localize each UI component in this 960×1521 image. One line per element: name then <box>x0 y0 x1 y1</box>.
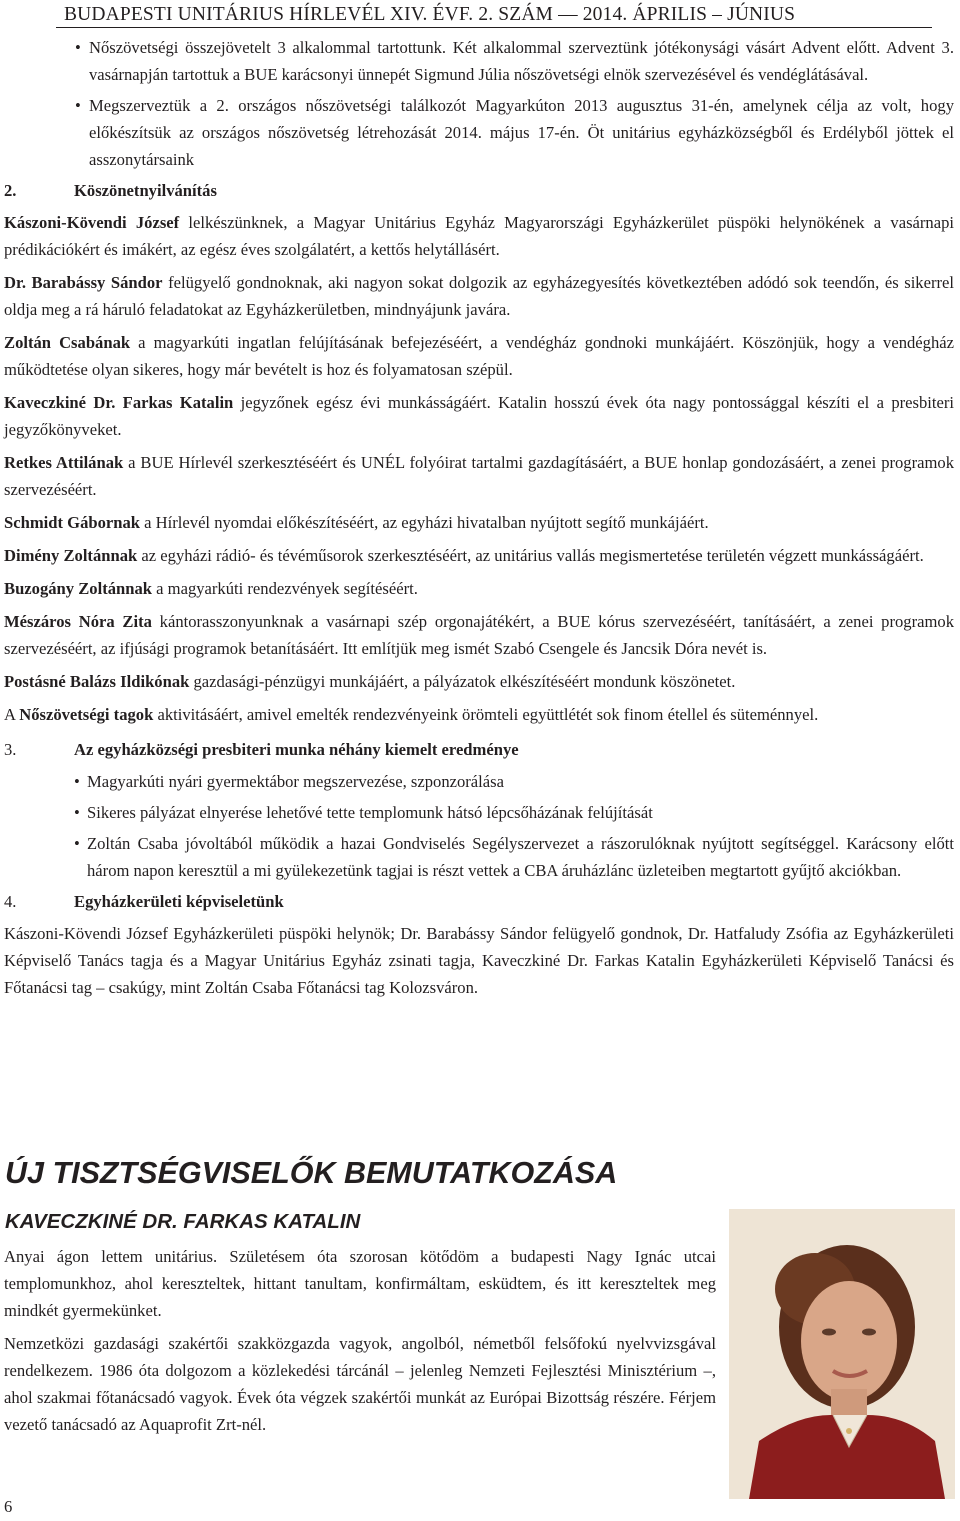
header-rule <box>56 27 932 28</box>
person-name: Mészáros Nóra Zita <box>4 612 152 631</box>
page-number: 6 <box>4 1497 13 1516</box>
section-heading-2: 2. Köszönetnyilvánítás <box>4 181 217 200</box>
section-heading-3: 3. Az egyházközségi presbiteri munka néhány kiemelt eredménye <box>4 740 519 759</box>
portrait-photo <box>729 1209 955 1499</box>
person-name: Retkes Attilának <box>4 453 124 472</box>
person-name: Dr. Barabássy Sándor <box>4 273 163 292</box>
representation-paragraph: Kászoni-Kövendi József Egyházkerületi püspöki helynök; Dr. Barabássy Sándor felügyelő gondnok, Dr. Hatfaludy Zsófia az Egyházkerületi Képviselő Tanács tagja és a Magyar Unitárius Egyház zsinati tagja, Kaveczkiné Dr. Farkas Katalin Egyházkerületi Képviselő Tanácsi és Főtanácsi tag – csakúgy, mint Zoltán Csaba Főtanácsi tag Kolozsváron. <box>4 924 954 997</box>
thanks-paragraph: Retkes Attilának a BUE Hírlevél szerkesztéséért és UNÉL folyóirat tartalmi gazdagításáért, a BUE honlap gondozásáért, a zenei programok szervezéséért. <box>4 453 954 499</box>
person-name: Kászoni-Kövendi József <box>4 213 180 232</box>
thanks-paragraph: Kaveczkiné Dr. Farkas Katalin jegyzőnek egész évi munkásságáért. Katalin hosszú évek óta nagy pontossággal készíti el a presbiteri jegyzőkönyveket. <box>4 393 954 439</box>
thanks-paragraph: Schmidt Gábornak a Hírlevél nyomdai előkészítéséért, az egyházi hivatalban nyújtott segítő munkájáért. <box>4 513 709 532</box>
thanks-paragraph: Postásné Balázs Ildikónak gazdasági-pénzügyi munkájáért, a pályázatok elkészítéséért mondunk köszönetet. <box>4 672 736 691</box>
bio-paragraph: Anyai ágon lettem unitárius. Születésem óta szorosan kötődöm a budapesti Nagy Ignác utcai templomunkhoz, ahol kereszteltek, hittant tanultam, konfirmáltam, esküdtem, és itt kereszteltek meg mindkét gyermekünket. <box>4 1247 716 1320</box>
thanks-paragraph: Dr. Barabássy Sándor felügyelő gondnoknak, aki nagyon sokat dolgozik az egyházegyesítés következtében adódó sok teendőn, és sikerrel oldja meg a rá háruló feladatokat az Egyházkerületben, mindnyájunk javára. <box>4 273 954 319</box>
thanks-paragraph: A Nőszövetségi tagok aktivitásáért, amivel emelték rendezvényeink örömteli együttlétét sok finom étellel és süteménnyel. <box>4 705 819 724</box>
person-name: Buzogány Zoltánnak <box>4 579 153 598</box>
bullet-icon: • <box>75 96 81 115</box>
thanks-paragraph: Kászoni-Kövendi József lelkészünknek, a Magyar Unitárius Egyház Magyarországi Egyházkerület püspöki helynökének a vasárnapi prédikációkért és imákért, az egész éves szolgálatért, a kettős helytállásért. <box>4 213 954 259</box>
thanks-paragraph: Buzogány Zoltánnak a magyarkúti rendezvények segítéséért. <box>4 579 418 598</box>
bullet-item: • Magyarkúti nyári gyermektábor megszervezése, szponzorálása <box>4 768 954 795</box>
thanks-paragraph: Zoltán Csabának a magyarkúti ingatlan felújításának befejezéséért, a vendégház gondnoki munkájáért. Köszönjük, hogy a vendégház működtetése olyan sikeres, hogy már bevételt is hoz és folyamatosan szépül. <box>4 333 954 379</box>
running-header: BUDAPESTI UNITÁRIUS HÍRLEVÉL XIV. ÉVF. 2. SZÁM — 2014. ÁPRILIS – JÚNIUS <box>64 4 796 25</box>
person-name: Kaveczkiné Dr. Farkas Katalin <box>4 393 234 412</box>
bio-paragraph: Nemzetközi gazdasági szakértői szakközgazda vagyok, angolból, németből felsőfokú nyelvvizsgával rendelkezem. 1986 óta dolgozom a közlekedési tárcánál – jelenleg Nemzeti Fejlesztési Minisztérium –, ahol szakmai főtanácsadó vagyok. Évek óta végzek szakértői munkát az Európai Bizottság részére. Férjem vezető tanácsadó az Aquaprofit Zrt-nél. <box>4 1334 716 1434</box>
person-name: Postásné Balázs Ildikónak <box>4 672 190 691</box>
section-heading-4: 4. Egyházkerületi képviseletünk <box>4 892 284 911</box>
section-title: ÚJ TISZTSÉGVISELŐK BEMUTATKOZÁSA <box>5 1156 618 1190</box>
person-name: Zoltán Csabának <box>4 333 131 352</box>
thanks-paragraph: Mészáros Nóra Zita kántorasszonyunknak a vasárnapi szép orgonajátékért, a BUE kórus szervezéséért, tanításáért, a zenei programok szervezéséért, az ifjúsági programok betanításáért. Itt említjük meg ismét Szabó Csengele és Jancsik Dóra nevét is. <box>4 612 954 658</box>
article-body <box>4 34 954 1007</box>
bullet-icon: • <box>75 38 81 57</box>
bullet-item: • Zoltán Csaba jóvoltából működik a hazai Gondviselés Segélyszervezet a rászorulóknak nyújtott segítséggel. Karácsony előtt három napon keresztül a mi gyülekezetünk tagjai is részt vettek a CBA áruházlánc üzleteiben megtartott gyűjtő akciókban. <box>4 830 954 884</box>
bullet-item: • Megszerveztük a 2. országos nőszövetségi találkozót Magyarkúton 2013 augusztus 31-én, amelynek célja az volt, hogy előkészítsük az országos nőszövetség létrehozását 2014. május 17-én. Öt unitárius egyházközségből és Erdélyből jöttek el asszonytársaink <box>4 92 954 173</box>
bullet-icon: • <box>74 772 80 791</box>
bullet-icon: • <box>74 834 80 853</box>
bullet-item: • Sikeres pályázat elnyerése lehetővé tette templomunk hátsó lépcsőházának felújítását <box>4 799 954 826</box>
bullet-icon: • <box>74 803 80 822</box>
person-name: Schmidt Gábornak <box>4 513 141 532</box>
portrait-icon <box>729 1209 955 1499</box>
thanks-paragraph: Dimény Zoltánnak az egyházi rádió- és tévéműsorok szerkesztéséért, az unitárius vallás megismertetése területén végzett munkásságáért. <box>4 546 924 565</box>
person-heading: KAVECZKINÉ DR. FARKAS KATALIN <box>5 1210 361 1233</box>
bullet-item: • Nőszövetségi összejövetelt 3 alkalommal tartottunk. Két alkalommal szerveztünk jótékonysági vásárt Advent előtt. Advent 3. vasárnapján tartottuk a BUE karácsonyi ünnepét Sigmund Júlia nőszövetségi elnök szervezésével és vendéglátásával. <box>4 34 954 88</box>
group-name: Nőszövetségi tagok <box>19 705 154 724</box>
person-name: Dimény Zoltánnak <box>4 546 138 565</box>
biography <box>4 1243 716 1444</box>
